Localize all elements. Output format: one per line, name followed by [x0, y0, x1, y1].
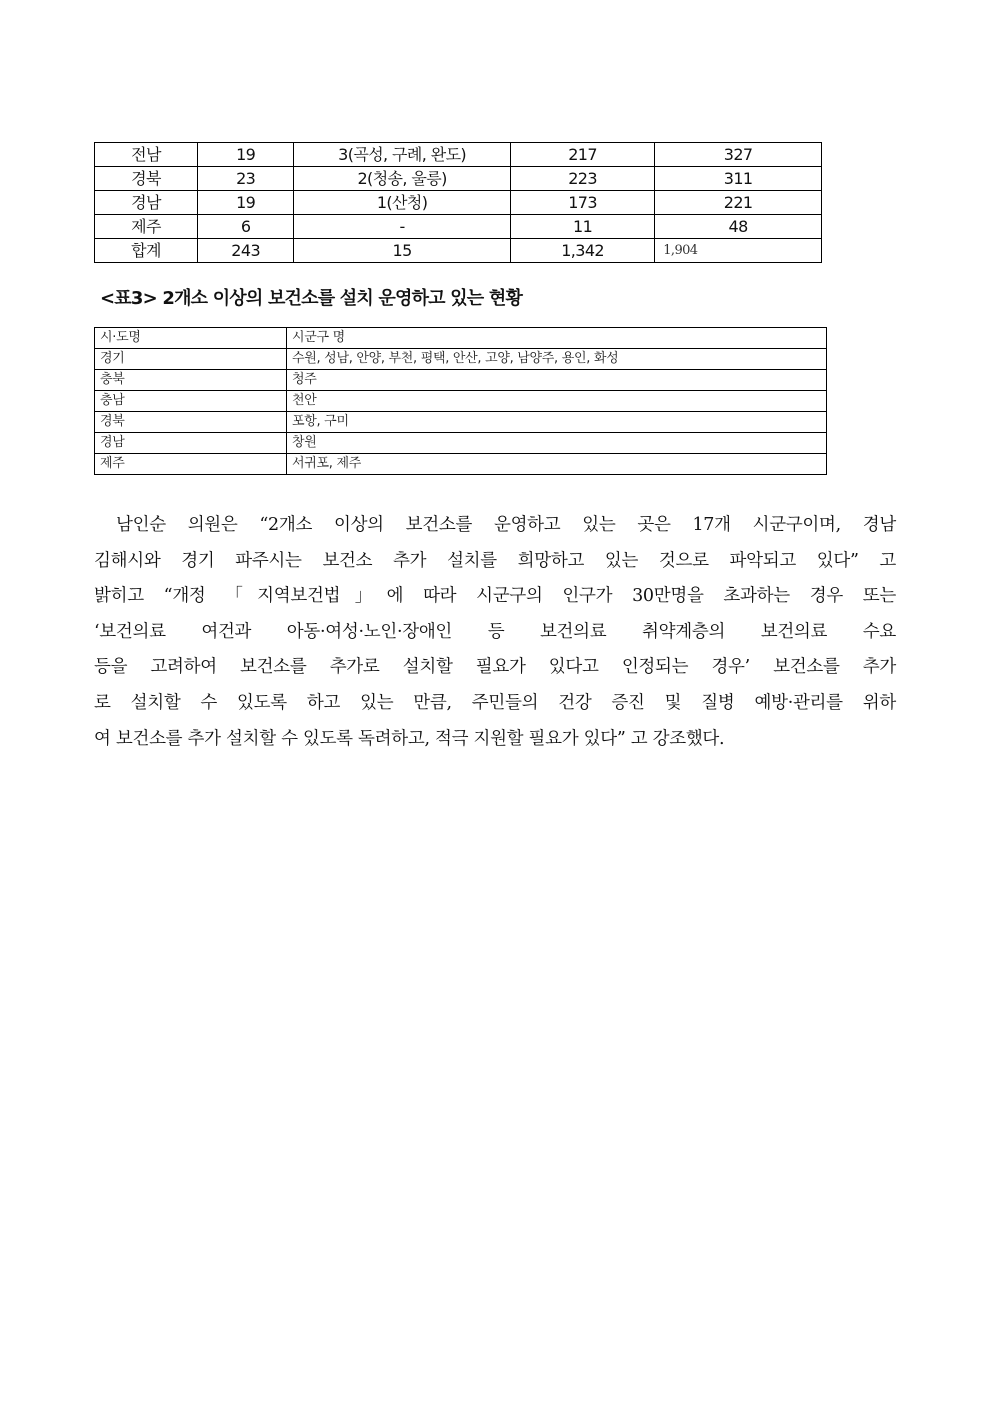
table-row: [95, 215, 822, 239]
clinic-count-cell: 221: [655, 191, 822, 215]
table-row: [95, 454, 827, 475]
body-paragraph: [94, 508, 896, 757]
no-health-center-cell: -: [294, 215, 511, 239]
clinic-count-cell: 311: [655, 167, 822, 191]
district-cell: 포항, 구미: [287, 412, 827, 433]
district-cell: 서귀포, 제주: [287, 454, 827, 475]
province-cell: 제주: [95, 215, 198, 239]
total-districts-cell: 19: [198, 191, 294, 215]
clinic-count-cell: 327: [655, 143, 822, 167]
branch-count-cell: 11: [510, 215, 654, 239]
province-cell: 경남: [95, 433, 287, 454]
no-health-center-cell: 15: [294, 239, 511, 263]
table3-caption: <표3> 2개소 이상의 보건소를 설치 운영하고 있는 현황: [100, 288, 523, 309]
province-cell: 경북: [95, 412, 287, 433]
no-health-center-cell: 3(곡성, 구례, 완도): [294, 143, 511, 167]
province-cell: 제주: [95, 454, 287, 475]
header-district: 시군구 명: [287, 328, 827, 349]
paragraph-line: 로 설치할 수 있도록 하고 있는 만큼, 주민들의 건강 증진 및 질병 예방·관리를 위하: [94, 692, 896, 713]
table-row: [95, 412, 827, 433]
paragraph-line: ‘보건의료 여건과 아동·여성·노인·장애인 등 보건의료 취약계층의 보건의료 수요: [94, 621, 896, 642]
total-districts-cell: 6: [198, 215, 294, 239]
regional-health-center-table: [94, 142, 822, 263]
province-cell: 경북: [95, 167, 198, 191]
paragraph-line: 여 보건소를 추가 설치할 수 있도록 독려하고, 적극 지원할 필요가 있다” 고 강조했다.: [94, 728, 725, 749]
province-cell: 충북: [95, 370, 287, 391]
branch-count-cell: 173: [510, 191, 654, 215]
total-districts-cell: 243: [198, 239, 294, 263]
branch-count-cell: 1,342: [510, 239, 654, 263]
table-row: [95, 167, 822, 191]
total-districts-cell: 19: [198, 143, 294, 167]
paragraph-line: 남인순 의원은 “2개소 이상의 보건소를 운영하고 있는 곳은 17개 시군구이며, 경남: [116, 515, 896, 535]
province-cell: 경기: [95, 349, 287, 370]
province-cell: 전남: [95, 143, 198, 167]
province-cell: 합계: [95, 239, 198, 263]
total-districts-cell: 23: [198, 167, 294, 191]
district-cell: 천안: [287, 391, 827, 412]
district-cell: 청주: [287, 370, 827, 391]
table-row: [95, 191, 822, 215]
table-row: [95, 370, 827, 391]
table-row: [95, 239, 822, 263]
branch-count-cell: 217: [510, 143, 654, 167]
clinic-count-cell: 48: [655, 215, 822, 239]
no-health-center-cell: 2(청송, 울릉): [294, 167, 511, 191]
province-cell: 경남: [95, 191, 198, 215]
paragraph-line: 밝히고 “개정 「지역보건법」에 따라 시군구의 인구가 30만명을 초과하는 경우 또는: [94, 586, 896, 607]
no-health-center-cell: 1(산청): [294, 191, 511, 215]
district-cell: 창원: [287, 433, 827, 454]
branch-count-cell: 223: [510, 167, 654, 191]
table-row: [95, 433, 827, 454]
district-cell: 수원, 성남, 안양, 부천, 평택, 안산, 고양, 남양주, 용인, 화성: [287, 349, 827, 370]
clinic-count-cell: 1,904: [655, 239, 822, 263]
table-row: [95, 391, 827, 412]
multi-health-center-table: [94, 327, 827, 475]
paragraph-line: 김해시와 경기 파주시는 보건소 추가 설치를 희망하고 있는 것으로 파악되고 있다” 고: [94, 550, 896, 571]
province-cell: 충남: [95, 391, 287, 412]
paragraph-line: 등을 고려하여 보건소를 추가로 설치할 필요가 있다고 인정되는 경우’ 보건소를 추가: [94, 657, 896, 678]
table-header-row: [95, 328, 827, 349]
table-row: [95, 143, 822, 167]
header-province: 시·도명: [95, 328, 287, 349]
table-row: [95, 349, 827, 370]
